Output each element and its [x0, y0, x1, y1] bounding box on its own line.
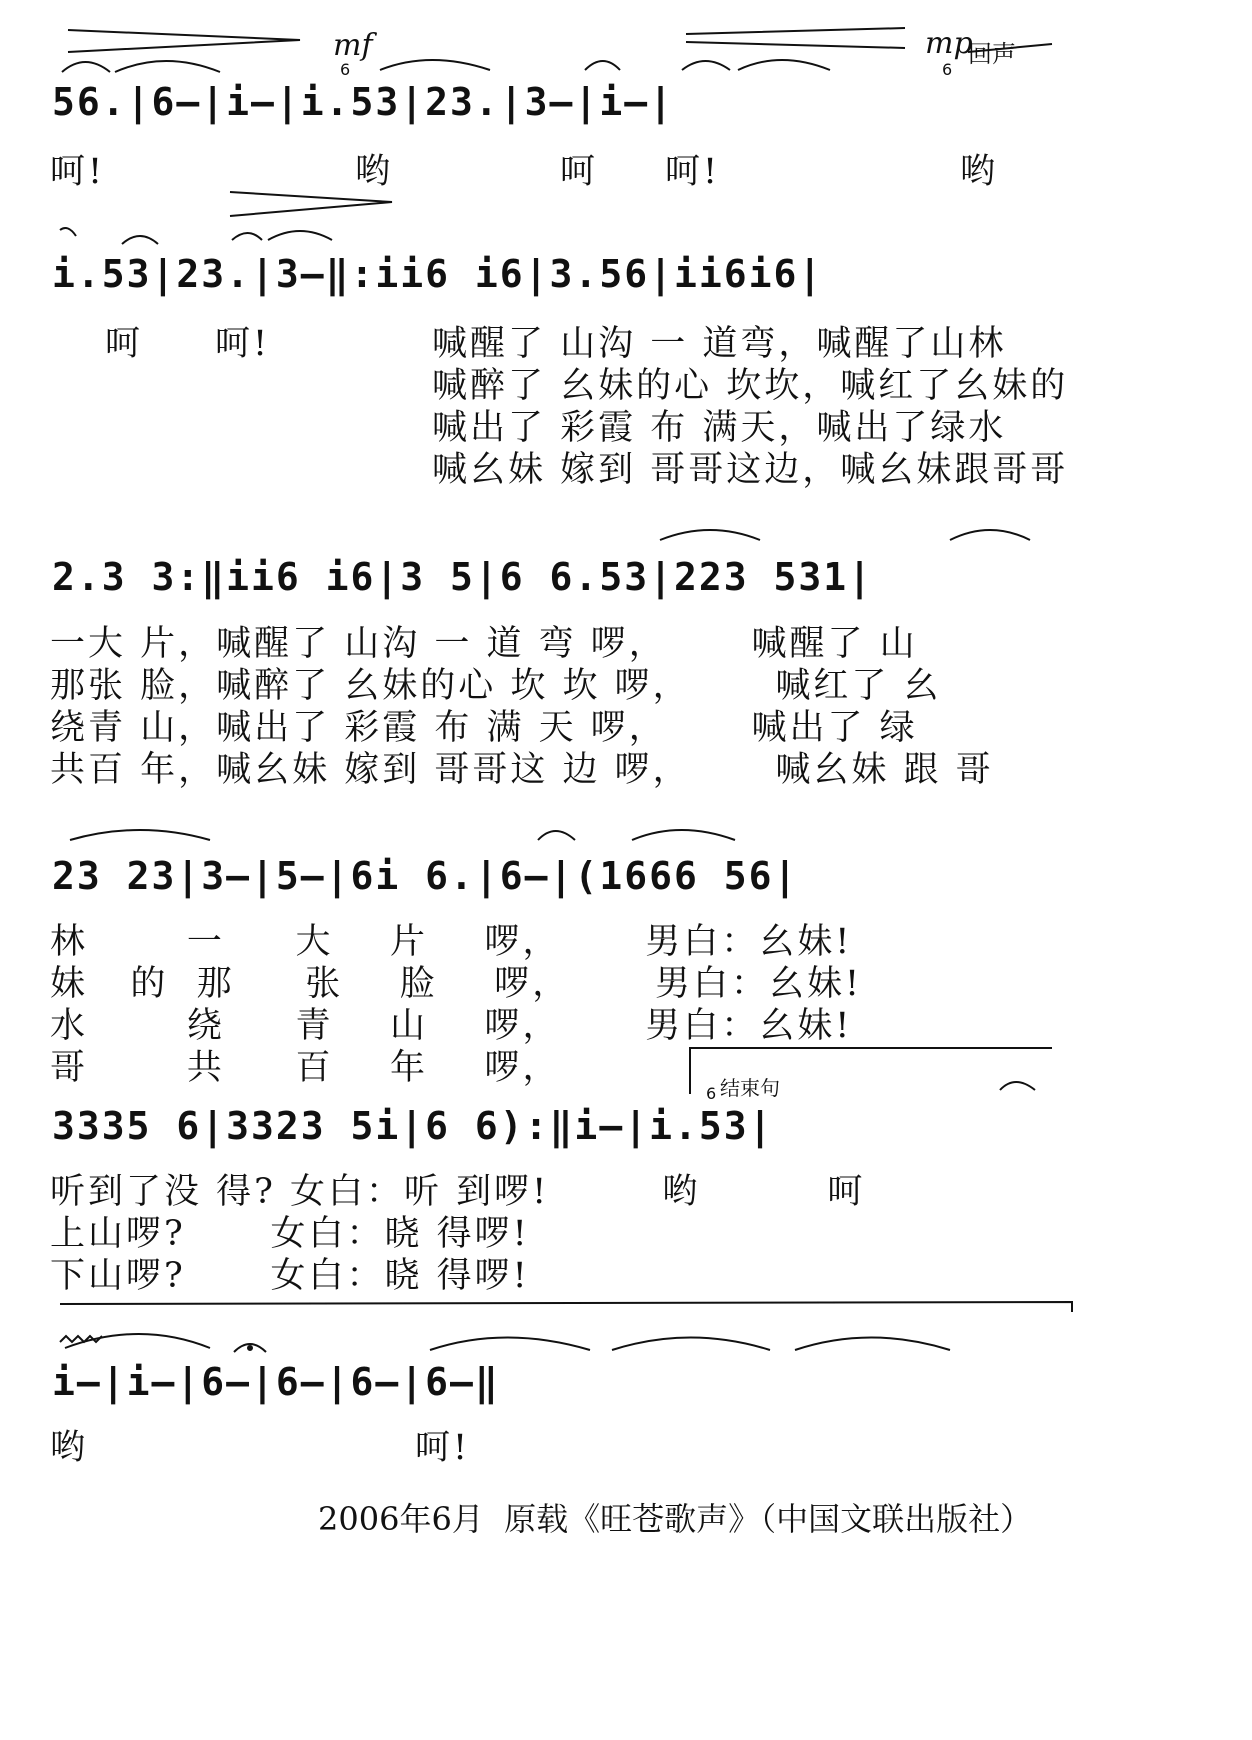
verse-block1-line: 喊出了 彩霞 布 满天，喊出了绿水 [432, 408, 1007, 448]
lyric-line2-word: 呵! [215, 324, 271, 364]
slur [632, 830, 735, 840]
slur [70, 830, 210, 840]
verse-block3-line: 妹 的 那 张 脸 啰， 男白：幺妹! [50, 964, 863, 1004]
notation-line-2: i.53|23.|3–‖:ii6 i6|3.56|ii6i6| [52, 252, 824, 296]
dynamic-mp: mp [925, 26, 973, 61]
verse-block2-line: 共百 年，喊幺妹 嫁到 哥哥这 边 啰， 喊幺妹 跟 哥 [50, 750, 994, 790]
verse-block4-line: 下山啰? 女白：晓 得啰! [50, 1256, 530, 1296]
slur [1000, 1082, 1035, 1090]
lyric-line1-word: 哟 [355, 152, 394, 192]
verse-block2-line: 那张 脸，喊醉了 幺妹的心 坎 坎 啰， 喊红了 幺 [50, 666, 942, 706]
lyric-line6-word: 哟 [50, 1428, 89, 1468]
lyric-line1-word: 呵! [665, 152, 721, 192]
slur [65, 1334, 210, 1348]
slur [795, 1338, 950, 1351]
crescendo-hairpin [68, 30, 300, 52]
crescendo-hairpin [686, 28, 905, 48]
lyric-line1-word: 哟 [960, 152, 999, 192]
lyric-line6-word: 呵! [415, 1428, 471, 1468]
verse-block4-line: 听到了没 得? 女白：听 到啰! 哟 呵 [50, 1172, 866, 1212]
grace-note-3: 6 [706, 1084, 717, 1103]
lyric-line1-word: 呵! [50, 152, 106, 192]
echo-label: 回声 [968, 40, 1016, 68]
ending-bracket [690, 1048, 1052, 1094]
grace-note-1: 6 [340, 60, 351, 79]
slur [738, 60, 830, 70]
slur [62, 62, 110, 72]
slur [430, 1338, 590, 1351]
echo-underline [968, 44, 1052, 52]
lyric-line1-word: 呵 [560, 152, 599, 192]
slur [122, 236, 158, 244]
notation-line-5: 3335 6|3323 5i|6 6):‖i–|i.53| [52, 1104, 774, 1148]
grace-note-2: 6 [942, 60, 953, 79]
lyric-line2-word: 呵 [105, 324, 144, 364]
verse-block2-line: 一大 片，喊醒了 山沟 一 道 弯 啰， 喊醒了 山 [50, 624, 918, 664]
slur [268, 231, 332, 240]
dynamic-mf: mf [333, 28, 373, 63]
verse-block3-line: 哥 共 百 年 啰， [50, 1048, 561, 1088]
verse-block3-line: 水 绕 青 山 啰， 男白：幺妹! [50, 1006, 853, 1046]
ending-label: 结束句 [720, 1076, 780, 1100]
bracket-line [60, 1302, 1072, 1312]
verse-block1-line: 喊幺妹 嫁到 哥哥这边，喊幺妹跟哥哥 [432, 450, 1069, 490]
verse-block1-line: 喊醉了 幺妹的心 坎坎，喊红了幺妹的 [432, 366, 1069, 406]
slur [380, 60, 490, 70]
verse-block2-line: 绕青 山，喊出了 彩霞 布 满 天 啰， 喊出了 绿 [50, 708, 918, 748]
fermata-dot [248, 1346, 252, 1350]
verse-block1-line: 喊醒了 山沟 一 道弯，喊醒了山林 [432, 324, 1007, 364]
slur [950, 530, 1030, 540]
slur [60, 228, 76, 236]
slur [115, 61, 220, 72]
source-footer: 2006年6月 原载《旺苍歌声》（中国文联出版社） [318, 1500, 1033, 1538]
notation-line-1: 56.|6–|i–|i.53|23.|3–|i–| [52, 80, 674, 124]
slur [660, 530, 760, 540]
slur [232, 233, 262, 240]
verse-block4-line: 上山啰? 女白：晓 得啰! [50, 1214, 530, 1254]
crescendo-hairpin [230, 192, 392, 216]
slur [538, 831, 575, 840]
notation-line-4: 23 23|3–|5–|6i 6.|6–|(1666 56| [52, 854, 799, 898]
notation-line-3: 2.3 3:‖ii6 i6|3 5|6 6.53|223 531| [52, 555, 873, 599]
slur [585, 61, 620, 70]
verse-block3-line: 林 一 大 片 啰， 男白：幺妹! [50, 922, 853, 962]
notation-line-6: i–|i–|6–|6–|6–|6–‖ [52, 1360, 500, 1404]
slur [612, 1338, 770, 1351]
slur [682, 61, 730, 70]
